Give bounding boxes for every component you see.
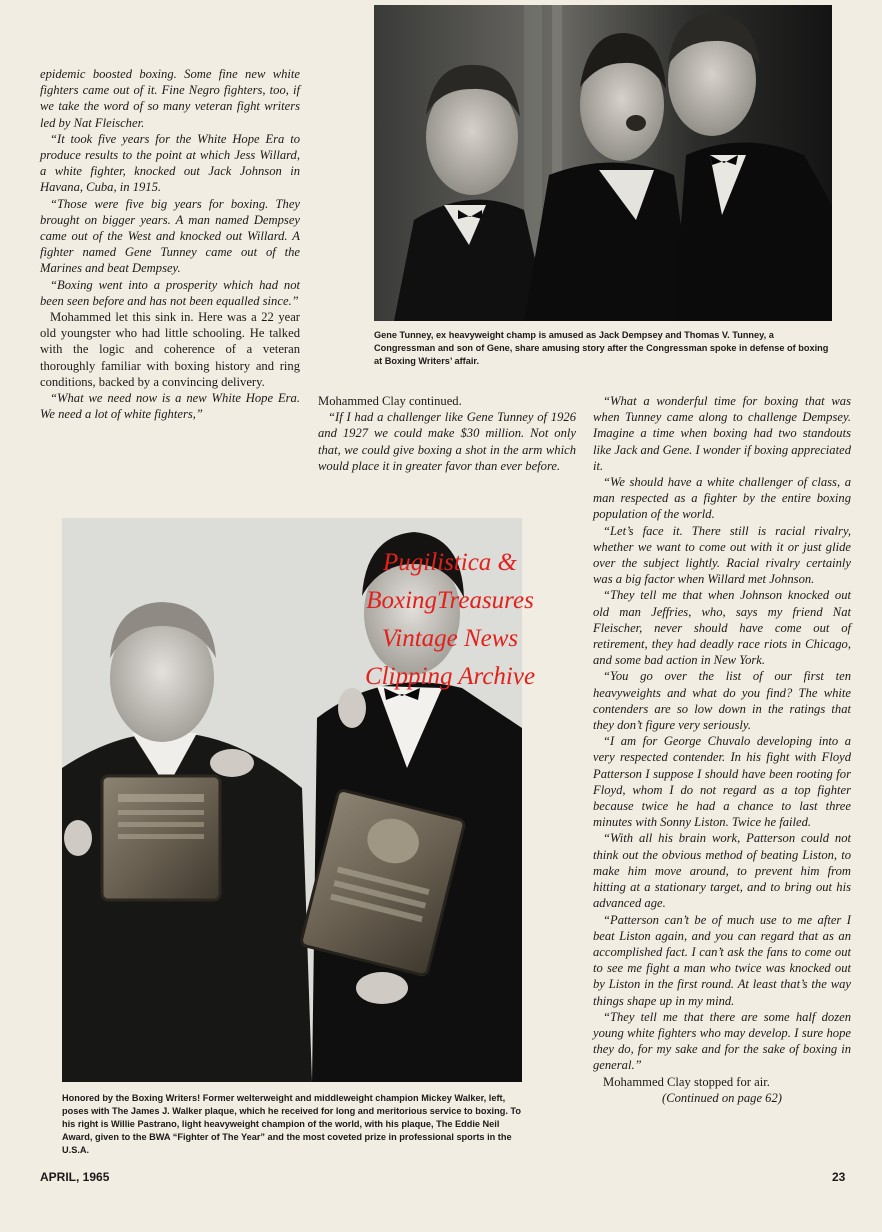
watermark-line: BoxingTreasures xyxy=(366,587,534,614)
article-paragraph: “What we need now is a new White Hope Era. We need a lot of white fighters,” xyxy=(40,391,300,422)
watermark-line: Pugilistica & xyxy=(382,549,518,576)
article-paragraph: “Boxing went into a prosperity which had not been seen before and has not been equalled since.” xyxy=(40,277,300,308)
page-number: 23 xyxy=(832,1170,846,1184)
article-paragraph: “With all his brain work, Patterson could not think out the obvious method of beating Liston, to make him move around, to prevent him from hitting at a stationary target, and to bring out his advanced age. xyxy=(593,831,851,911)
article-column-middle xyxy=(318,393,576,474)
article-paragraph: Mohammed Clay continued. xyxy=(318,394,462,408)
article-paragraph: “What a wonderful time for boxing that was when Tunney came along to challenge Dempsey. Imagine a time when boxing had two standouts like Jack and Gene. I wonder if boxing appreciated it. xyxy=(593,394,851,473)
article-paragraph: “Those were five big years for boxing. They brought on bigger years. A man named Dempsey came out of the West and knocked out Willard. A fighter named Gene Tunney came out of the Marines and beat Dempsey. xyxy=(40,196,300,276)
continued-note: (Continued on page 62) xyxy=(662,1090,782,1105)
article-paragraph: “It took five years for the White Hope Era to produce results to the point at which Jess Willard, a white fighter, knocked out Jack Johnson in Havana, Cuba, in 1915. xyxy=(40,131,300,195)
article-column-right xyxy=(593,393,851,1106)
article-paragraph: “They tell me that when Johnson knocked out old man Jeffries, who, says my friend Nat Fleischer, never should have come out of retirement, they had deadly race riots in Chicago, and some bad action in New York. xyxy=(593,588,851,668)
article-paragraph: Mohammed let this sink in. Here was a 22 year old youngster who had little schooling. He talked with the logic and coherence of a veteran thoroughly familiar with boxing history and ring conditions, backed by a convincing delivery. xyxy=(40,310,300,389)
article-paragraph: “You go over the list of our first ten heavyweights and what do you find? The white contenders are so low down in the ratings that they don’t figure very seriously. xyxy=(593,669,851,733)
article-column-left xyxy=(40,66,300,422)
article-paragraph: epidemic boosted boxing. Some fine new white fighters came out of it. Fine Negro fighters, too, if we take the word of so many veteran fight writers led by Nat Fleischer. xyxy=(40,67,300,130)
article-paragraph: Mohammed Clay stopped for air. xyxy=(603,1074,770,1089)
caption-top-photo: Gene Tunney, ex heavyweight champ is amused as Jack Dempsey and Thomas V. Tunney, a Congressman and son of Gene, share amusing story after the Congressman spoke in defense of boxing at Boxing Writers’ affair. xyxy=(374,330,829,366)
article-paragraph: “Patterson can’t be of much use to me after I beat Liston again, and you can regard that as an accomplished fact. I can’t ask the fans to come out to see me fight a man who twice was knocked out by Liston in the first round. At least that’s the way things shape up in my mind. xyxy=(593,912,851,1008)
article-paragraph: “If I had a challenger like Gene Tunney of 1926 and 1927 we could make $30 million. Not only that, we could give boxing a shot in the arm which would place it in greater favor than ever before. xyxy=(318,410,576,473)
article-paragraph: “Let’s face it. There still is racial rivalry, whether we want to come out with it or just glide over the subject lightly. Racial rivalry certainly was a big factor when Willard met Johnson. xyxy=(593,523,851,587)
article-paragraph: “We should have a white challenger of class, a man respected as a fighter by the entire boxing population of the world. xyxy=(593,475,851,522)
watermark-line: Vintage News xyxy=(381,625,519,652)
photo-tunney-dempsey-image xyxy=(374,5,832,321)
photo-tunney-dempsey xyxy=(374,5,832,321)
issue-date: APRIL, 1965 xyxy=(40,1170,110,1184)
article-paragraph: “They tell me that there are some half dozen young white fighters who may develop. I sure hope they do, for my sake and for the sake of boxing in general.” xyxy=(593,1009,851,1073)
archive-watermark xyxy=(320,544,580,696)
caption-bottom-photo: Honored by the Boxing Writers! Former welterweight and middleweight champion Mickey Walker, left, poses with The James J. Walker plaque, which he received for long and meritorious service to boxing. To his right is Willie Pastrano, light heavyweight champion of the world, with his plaque, The Eddie Neil Award, given to the BWA “Fighter of The Year” and the most coveted prize in professional sports in the U.S.A. xyxy=(62,1093,521,1155)
watermark-line: Clipping Archive xyxy=(364,663,536,690)
article-paragraph: “I am for George Chuvalo developing into a very respected contender. In his fight with Floyd Patterson I suppose I should have been rooting for Floyd, whom I do not regard as a top fighter because twice he had a chance to last three minutes with Sonny Liston. Twice he failed. xyxy=(593,734,851,830)
